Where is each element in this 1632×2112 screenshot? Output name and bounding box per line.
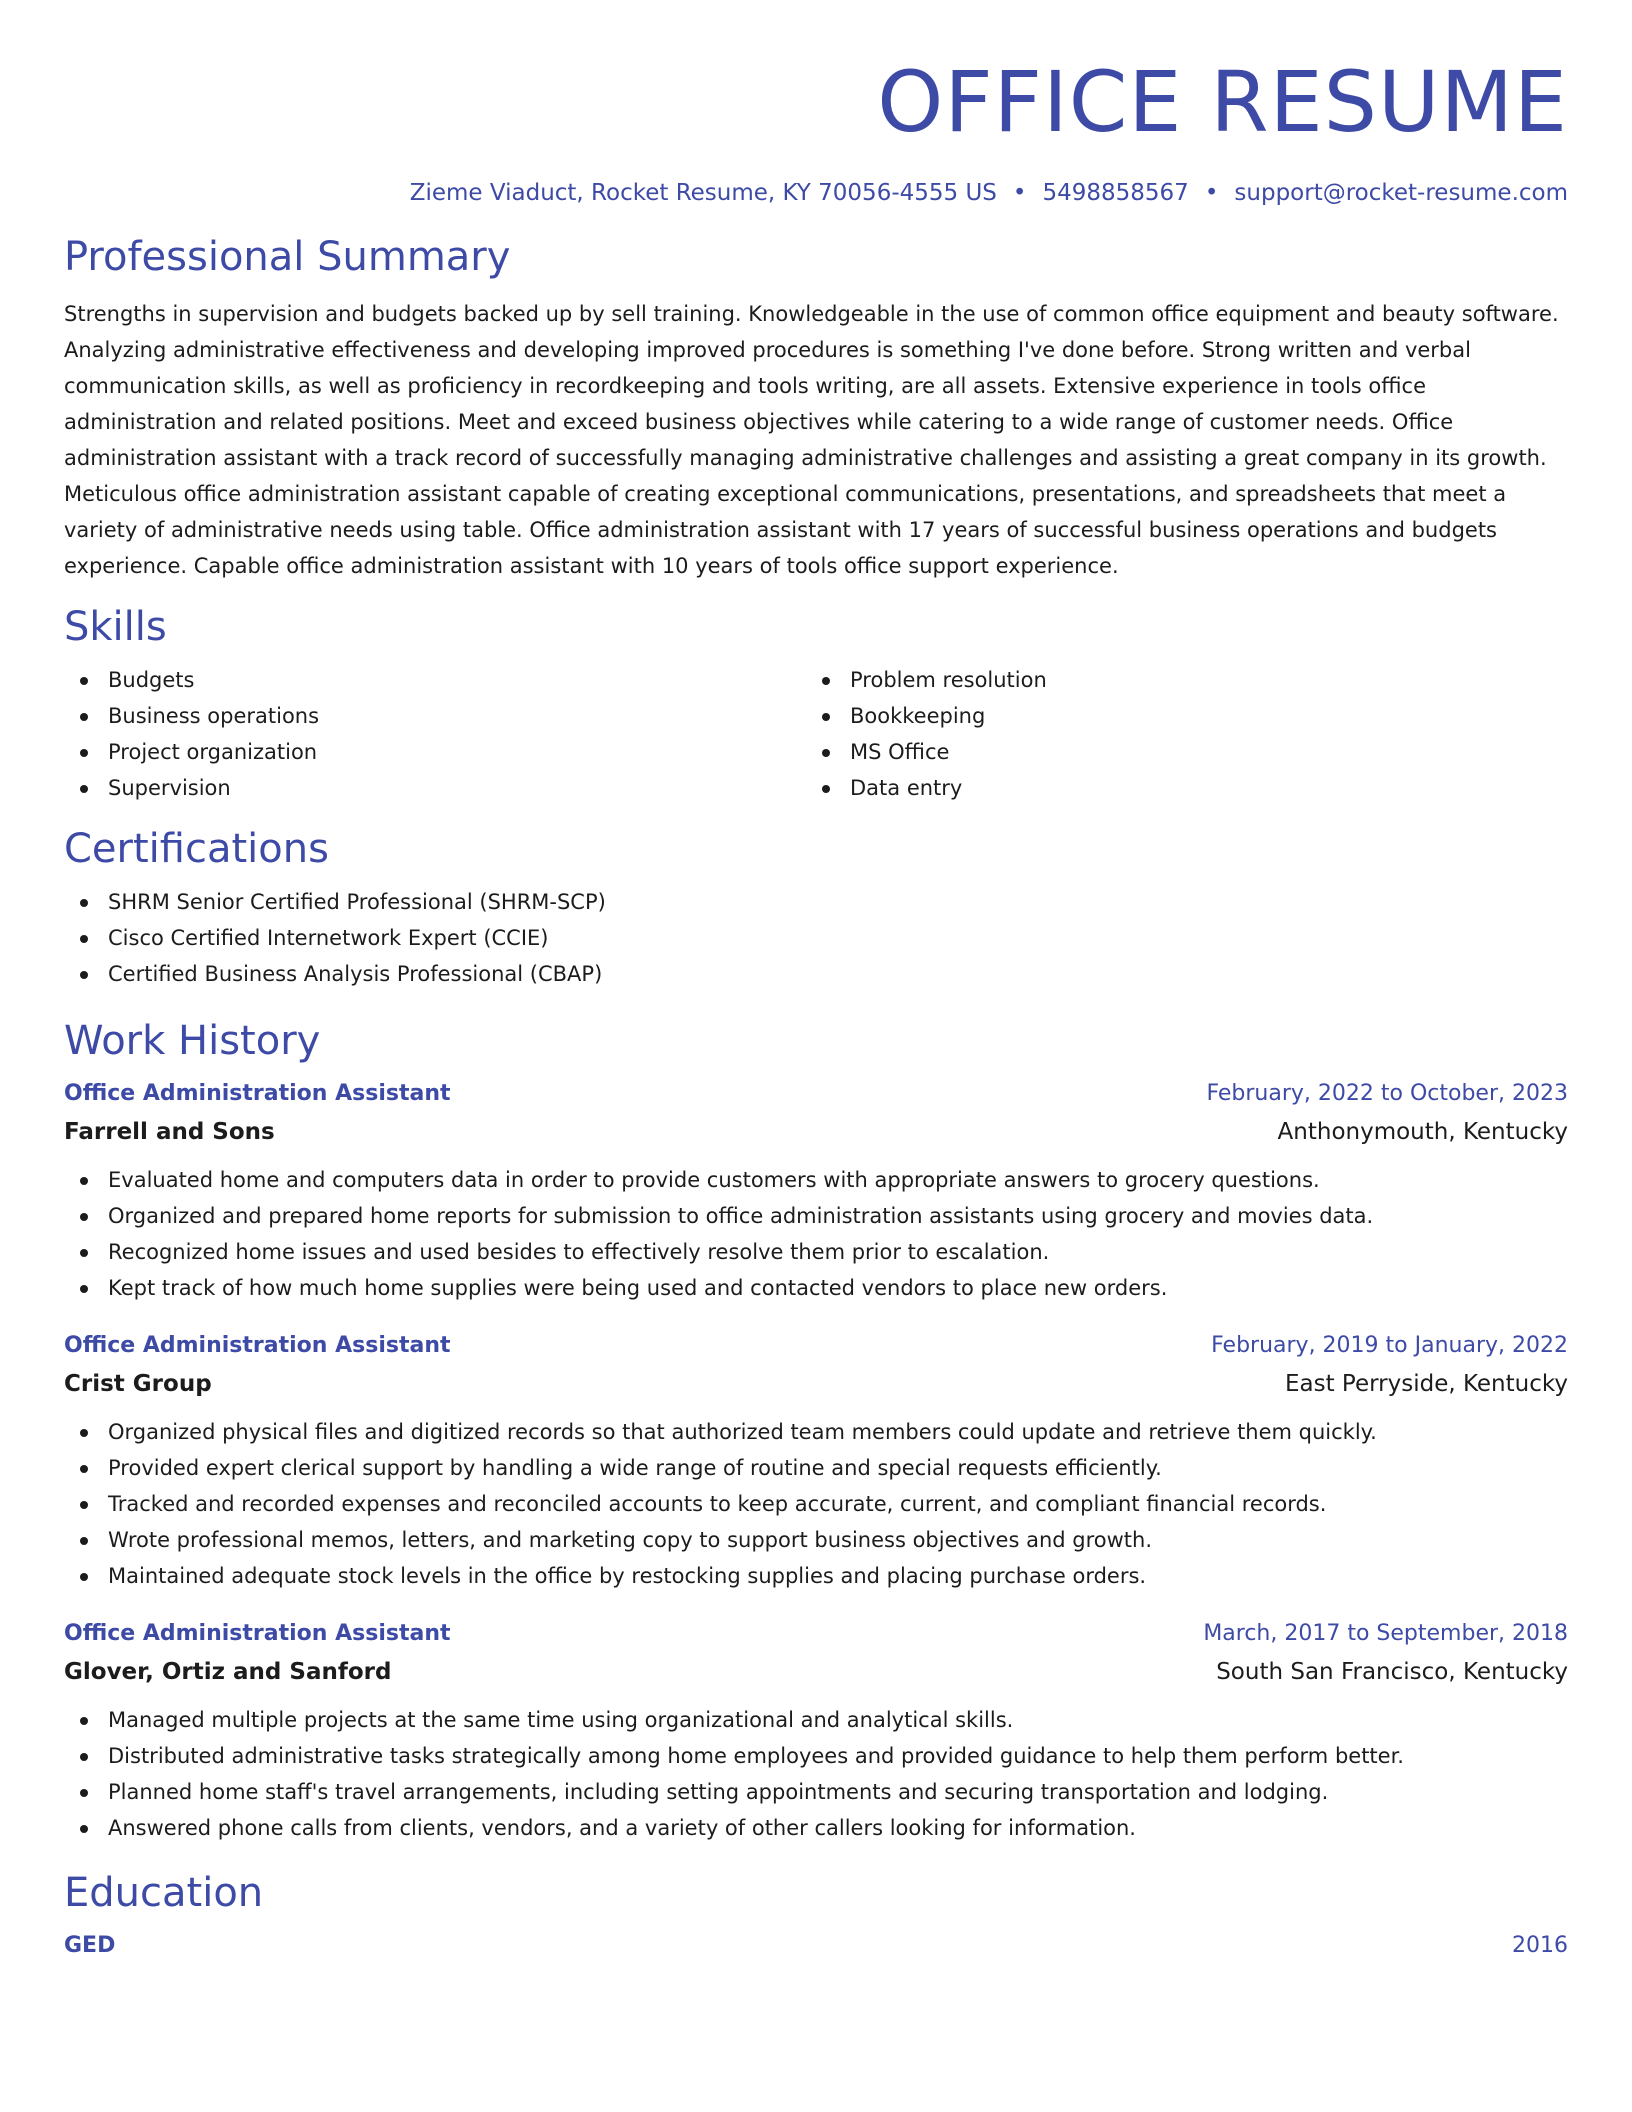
- job-entry: [64, 1616, 1568, 1846]
- job-company: Crist Group: [64, 1371, 212, 1397]
- list-item: Organized and prepared home reports for submission to office administration assistants using grocery and movies data.: [64, 1198, 1568, 1234]
- skills-heading: Skills: [64, 604, 167, 650]
- job-title: Office Administration Assistant: [64, 1081, 451, 1106]
- job-header: [64, 1328, 1568, 1364]
- list-item: Provided expert clerical support by handling a wide range of routine and special requests efficiently.: [64, 1450, 1568, 1486]
- skills-list-left: [64, 662, 806, 806]
- list-item: Supervision: [64, 770, 806, 806]
- job-duties-list: [64, 1702, 1568, 1846]
- contact-email[interactable]: support@rocket-resume.com: [1234, 180, 1568, 206]
- contact-address: Zieme Viaduct, Rocket Resume, KY 70056-4555 US: [409, 180, 997, 206]
- list-item: Answered phone calls from clients, vendors, and a variety of other callers looking for information.: [64, 1810, 1568, 1846]
- skills-list-right: [806, 662, 1548, 806]
- job-subheader: [64, 1364, 1568, 1404]
- list-item: Data entry: [806, 770, 1548, 806]
- list-item: Managed multiple projects at the same time using organizational and analytical skills.: [64, 1702, 1568, 1738]
- list-item: Evaluated home and computers data in order to provide customers with appropriate answers to grocery questions.: [64, 1162, 1568, 1198]
- list-item: Planned home staff's travel arrangements, including setting appointments and securing transportation and lodging.: [64, 1774, 1568, 1810]
- education-section: [64, 1868, 1568, 1964]
- summary-heading: Professional Summary: [64, 234, 511, 280]
- education-heading: Education: [64, 1870, 264, 1916]
- contact-separator: •: [1012, 180, 1027, 206]
- job-entry: [64, 1328, 1568, 1594]
- job-entry: [64, 1076, 1568, 1306]
- list-item: Kept track of how much home supplies were being used and contacted vendors to place new orders.: [64, 1270, 1568, 1306]
- certifications-heading: Certifications: [64, 826, 329, 872]
- job-header: [64, 1076, 1568, 1112]
- job-location: East Perryside, Kentucky: [1284, 1371, 1568, 1397]
- job-duties-list: [64, 1162, 1568, 1306]
- list-item: Cisco Certified Internetwork Expert (CCIE): [64, 920, 1568, 956]
- list-item: Maintained adequate stock levels in the office by restocking supplies and placing purchase orders.: [64, 1558, 1568, 1594]
- list-item: Budgets: [64, 662, 806, 698]
- list-item: Recognized home issues and used besides to effectively resolve them prior to escalation.: [64, 1234, 1568, 1270]
- resume-header: [64, 0, 1568, 208]
- list-item: Business operations: [64, 698, 806, 734]
- skills-grid: [64, 662, 1568, 806]
- job-duties-list: [64, 1414, 1568, 1594]
- job-dates: February, 2022 to October, 2023: [1206, 1081, 1568, 1106]
- job-dates: March, 2017 to September, 2018: [1203, 1621, 1568, 1646]
- job-header: [64, 1616, 1568, 1652]
- education-entry: [64, 1928, 1568, 1964]
- summary-text: Strengths in supervision and budgets backed up by sell training. Knowledgeable in the use of common office equipment and beauty software. Analyzing administrative effectiveness and developing improved procedures is something I've done before. Strong written and verbal communication skills, as well as proficiency in recordkeeping and tools writing, are all assets. Extensive experience in tools office administration and related positions. Meet and exceed business objectives while catering to a wide range of customer needs. Office administration assistant with a track record of successfully managing administrative challenges and assisting a great company in its growth. Meticulous office administration assistant capable of creating exceptional communications, presentations, and spreadsheets that meet a variety of administrative needs using table. Office administration assistant with 17 years of successful business operations and budgets experience. Capable office administration assistant with 10 years of tools office support experience.: [64, 302, 1559, 578]
- contact-line: [64, 178, 1568, 208]
- job-dates: February, 2019 to January, 2022: [1211, 1333, 1568, 1358]
- contact-phone[interactable]: 5498858567: [1042, 180, 1189, 206]
- job-title: Office Administration Assistant: [64, 1333, 451, 1358]
- skills-column-right: [806, 662, 1548, 806]
- job-subheader: [64, 1112, 1568, 1152]
- contact-separator: •: [1204, 180, 1219, 206]
- certifications-list: [64, 884, 1568, 992]
- list-item: Distributed administrative tasks strategically among home employees and provided guidance to help them perform better.: [64, 1738, 1568, 1774]
- list-item: SHRM Senior Certified Professional (SHRM-SCP): [64, 884, 1568, 920]
- list-item: Project organization: [64, 734, 806, 770]
- list-item: Problem resolution: [806, 662, 1548, 698]
- summary-section: [64, 232, 1568, 584]
- skills-column-left: [64, 662, 806, 806]
- education-degree: GED: [64, 1933, 116, 1958]
- job-subheader: [64, 1652, 1568, 1692]
- work-history-section: [64, 1016, 1568, 1846]
- certifications-section: [64, 824, 1568, 992]
- job-company: Farrell and Sons: [64, 1119, 275, 1145]
- skills-section: [64, 602, 1568, 806]
- job-title: Office Administration Assistant: [64, 1621, 451, 1646]
- list-item: Organized physical files and digitized records so that authorized team members could update and retrieve them quickly.: [64, 1414, 1568, 1450]
- job-location: South San Francisco, Kentucky: [1216, 1659, 1568, 1685]
- resume-name: OFFICE RESUME: [877, 53, 1568, 151]
- job-location: Anthonymouth, Kentucky: [1277, 1119, 1568, 1145]
- education-year: 2016: [1512, 1933, 1568, 1958]
- resume-page: [64, 0, 1568, 1964]
- list-item: Wrote professional memos, letters, and marketing copy to support business objectives and growth.: [64, 1522, 1568, 1558]
- list-item: Certified Business Analysis Professional (CBAP): [64, 956, 1568, 992]
- list-item: Tracked and recorded expenses and reconciled accounts to keep accurate, current, and compliant financial records.: [64, 1486, 1568, 1522]
- job-company: Glover, Ortiz and Sanford: [64, 1659, 392, 1685]
- list-item: Bookkeeping: [806, 698, 1548, 734]
- work-history-heading: Work History: [64, 1018, 321, 1064]
- list-item: MS Office: [806, 734, 1548, 770]
